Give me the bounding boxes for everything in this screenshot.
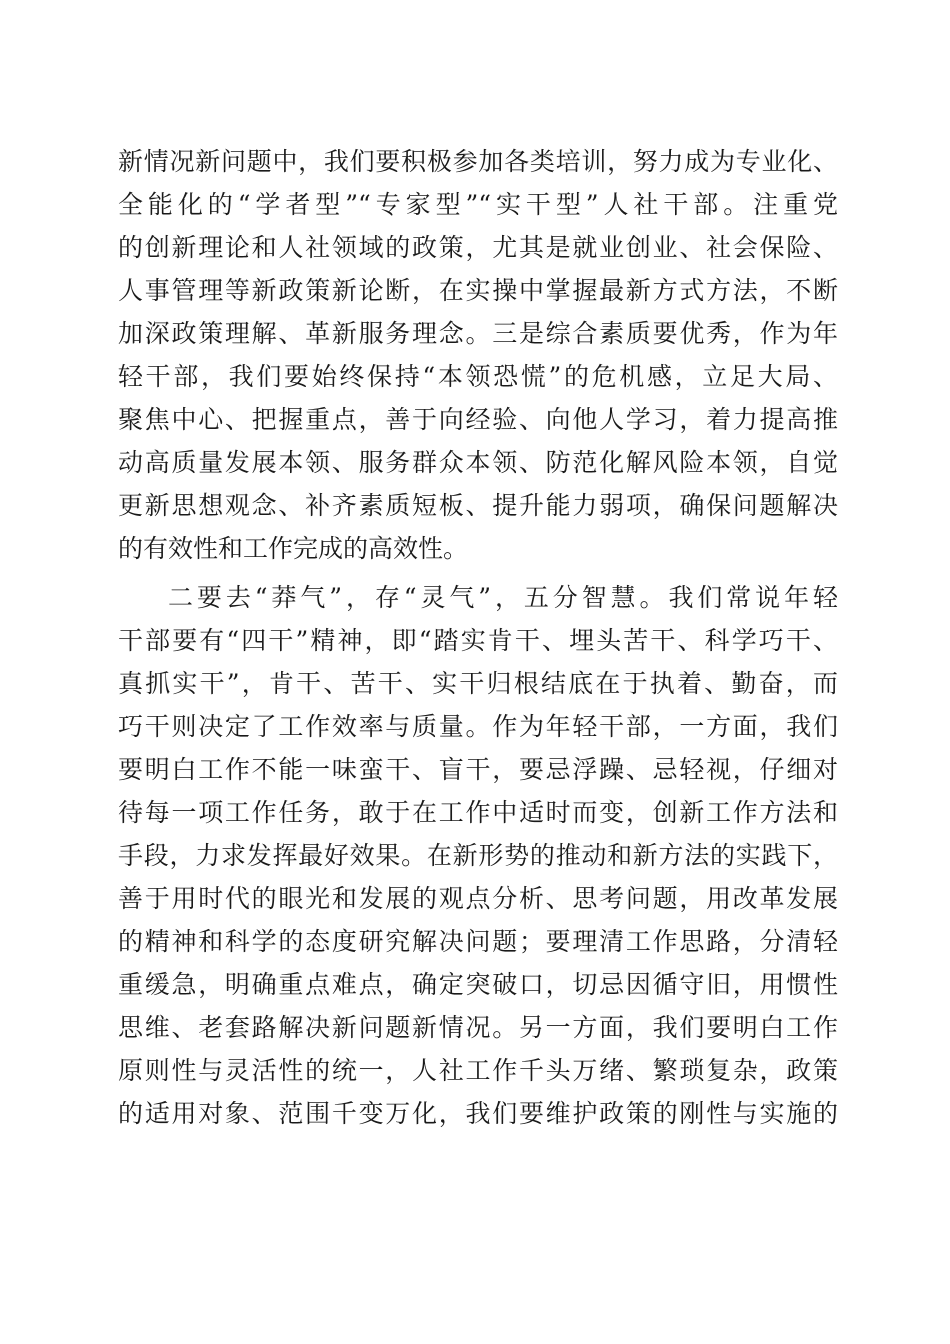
text-line: 更新思想观念、补齐素质短板、提升能力弱项，确保问题解决 [118,491,838,520]
text-line: 的有效性和工作完成的高效性。 [118,534,469,563]
text-line: 的适用对象、范围千变万化，我们要维护政策的刚性与实施的 [118,1099,838,1128]
paragraph-1 [118,140,838,570]
text-line: 待每一项工作任务，敢于在工作中适时而变，创新工作方法和 [118,798,838,827]
text-line: 聚焦中心、把握重点，善于向经验、向他人学习，着力提高推 [118,405,838,434]
text-line: 的创新理论和人社领域的政策，尤其是就业创业、社会保险、 [118,233,838,262]
text-line: 原则性与灵活性的统一，人社工作千头万绪、繁琐复杂，政策 [118,1056,838,1085]
text-line: 思维、老套路解决新问题新情况。另一方面，我们要明白工作 [118,1013,838,1042]
text-line: 巧干则决定了工作效率与质量。作为年轻干部，一方面，我们 [118,712,838,741]
text-line: 重缓急，明确重点难点，确定突破口，切忌因循守旧，用惯性 [118,970,838,999]
text-line: 干部要有“四干”精神，即“踏实肯干、埋头苦干、科学巧干、 [118,626,838,655]
text-line: 加深政策理解、革新服务理念。三是综合素质要优秀，作为年 [118,319,838,348]
text-line: 动高质量发展本领、服务群众本领、防范化解风险本领，自觉 [118,448,838,477]
text-line: 全能化的“学者型”“专家型”“实干型”人社干部。注重党 [118,190,838,219]
text-line: 真抓实干”，肯干、苦干、实干归根结底在于执着、勤奋，而 [118,669,838,698]
text-line: 手段，力求发挥最好效果。在新形势的推动和新方法的实践下， [118,841,838,870]
text-line: 轻干部，我们要始终保持“本领恐慌”的危机感，立足大局、 [118,362,838,391]
text-line: 的精神和科学的态度研究解决问题；要理清工作思路，分清轻 [118,927,838,956]
text-line: 二要去“莽气”，存“灵气”，五分智慧。我们常说年轻 [168,583,838,612]
document-body [118,140,838,1135]
text-line: 人事管理等新政策新论断，在实操中掌握最新方式方法，不断 [118,276,838,305]
paragraph-2 [118,576,838,1135]
text-line: 善于用时代的眼光和发展的观点分析、思考问题，用改革发展 [118,884,838,913]
text-line: 新情况新问题中，我们要积极参加各类培训，努力成为专业化、 [118,147,838,176]
text-line: 要明白工作不能一味蛮干、盲干，要忌浮躁、忌轻视，仔细对 [118,755,838,784]
